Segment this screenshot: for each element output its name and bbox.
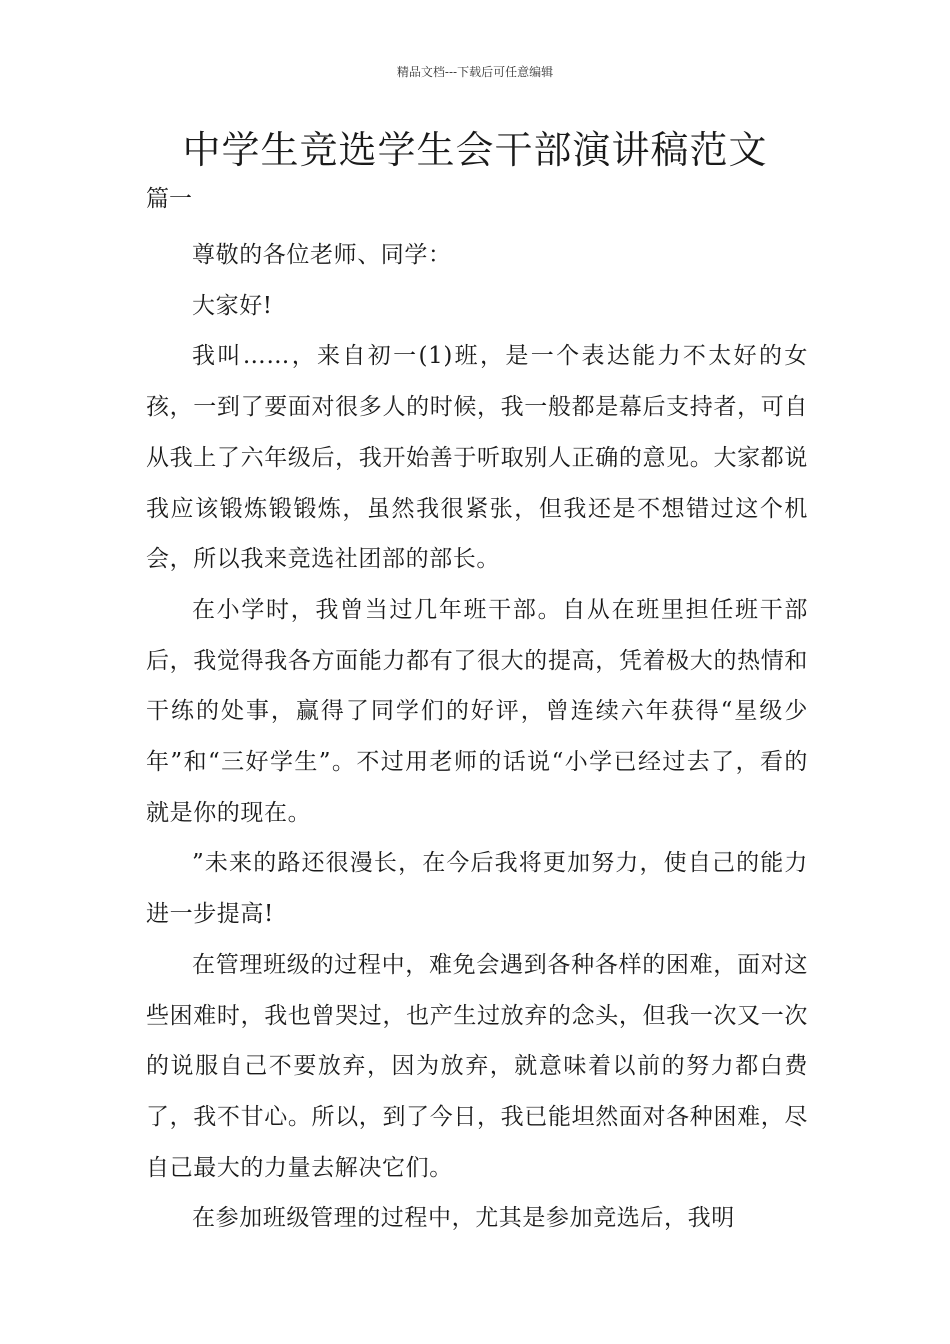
paragraph-management: 在参加班级管理的过程中，尤其是参加竞选后，我明 — [192, 1205, 735, 1232]
paragraph-difficulties: 在管理班级的过程中，难免会遇到各种各样的困难，面对这些困难时，我也曾哭过，也产生过放弃的念头，但我一次又一次的说服自己不要放弃，因为放弃，就意味着以前的努力都白费了，我不甘心。所以，到了今日，我已能坦然面对各种困难，尽自己最大的力量去解决它们。 — [146, 951, 808, 1181]
section-label: 篇一 — [146, 186, 192, 212]
header-note: 精品文档---下载后可任意编辑 — [396, 65, 554, 79]
paragraph-introduction: 我叫……，来自初一(1)班，是一个表达能力不太好的女孩，一到了要面对很多人的时候，我一般都是幕后支持者，可自从我上了六年级后，我开始善于听取别人正确的意见。大家都说我应该锻炼锻锻炼，虽然我很紧张，但我还是不想错过这个机会，所以我来竞选社团部的部长。 — [146, 343, 808, 573]
document-title: 中学生竞选学生会干部演讲稿范文 — [182, 128, 768, 172]
paragraph-greeting: 大家好! — [192, 292, 273, 319]
paragraph-salutation: 尊敬的各位老师、同学： — [192, 242, 452, 268]
paragraph-primary-school: 在小学时，我曾当过几年班干部。自从在班里担任班干部后，我觉得我各方面能力都有了很大的提高，凭着极大的热情和干练的处事，赢得了同学们的好评，曾连续六年获得“星级少年”和“三好学生”。不过用老师的话说“小学已经过去了，看的就是你的现在。 — [146, 596, 808, 826]
document-body — [146, 230, 808, 1244]
paragraph-future: ”未来的路还很漫长，在今后我将更加努力，使自己的能力进一步提高! — [146, 850, 808, 928]
